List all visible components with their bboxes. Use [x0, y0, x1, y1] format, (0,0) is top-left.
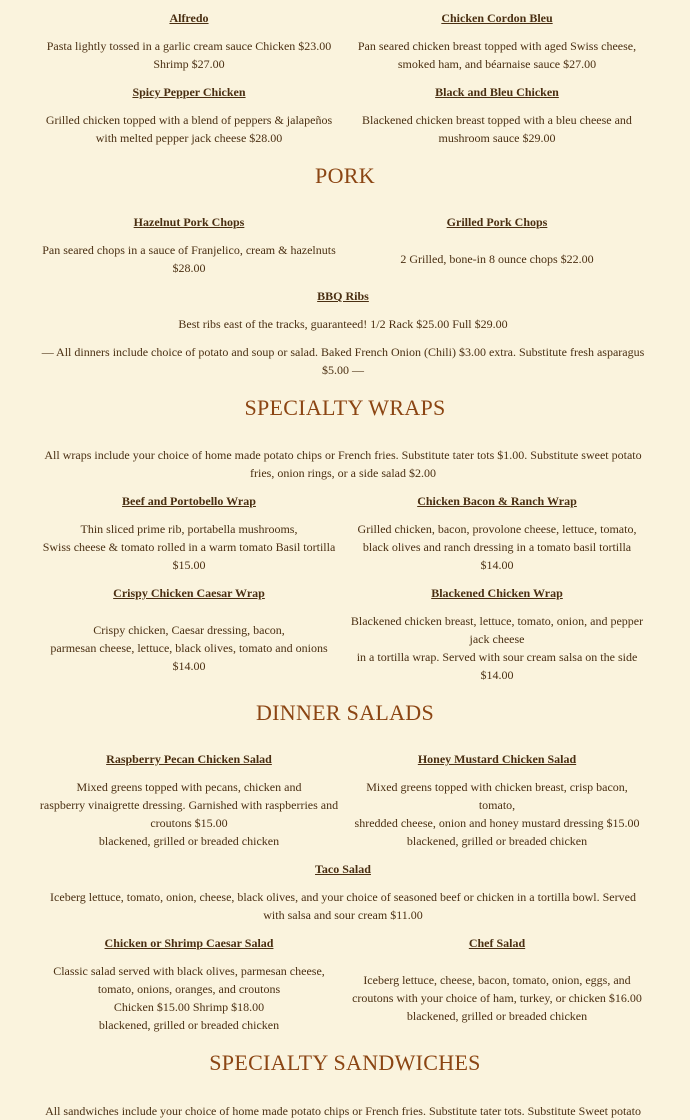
menu-item-spicy-pepper [35, 83, 343, 101]
item-desc-spicy-pepper: Grilled chicken topped with a blend of peppers & jalapeños with melted pepper jack cheese $28.00 [45, 113, 333, 145]
menu-item-black-bleu [347, 83, 647, 101]
menu-item-cordon-bleu [347, 9, 647, 27]
menu-item-ranch-wrap [347, 492, 647, 510]
item-title-caesar-wrap[interactable]: Crispy Chicken Caesar Wrap [113, 586, 265, 600]
item-desc-cordon-bleu: Pan seared chicken breast topped with aged Swiss cheese, smoked ham, and béarnaise sauce $27.00 [357, 39, 637, 71]
item-title-caesar-salad[interactable]: Chicken or Shrimp Caesar Salad [104, 936, 274, 950]
item-title-blackened-wrap[interactable]: Blackened Chicken Wrap [431, 586, 563, 600]
item-title-alfredo[interactable]: Alfredo [169, 11, 209, 25]
item-desc-ranch-wrap: Grilled chicken, bacon, provolone cheese, lettuce, tomato, black olives and ranch dressing in a tomato basil tortilla $14.00 [357, 522, 637, 572]
item-desc-hazelnut-pork: Pan seared chops in a sauce of Franjelico, cream & hazelnuts $28.00 [42, 243, 336, 275]
wraps-intro: All wraps include your choice of home made potato chips or French fries. Substitute tater tots $1.00. Substitute sweet potato fries, onion rings, or a side salad $2.00 [44, 448, 642, 480]
item-title-black-bleu[interactable]: Black and Bleu Chicken [435, 85, 559, 99]
item-desc-beef-wrap: Thin sliced prime rib, portabella mushrooms, Swiss cheese & tomato rolled in a warm tomato Basil tortilla $15.00 [42, 522, 336, 572]
section-heading-pork: PORK [315, 163, 375, 188]
item-title-beef-wrap[interactable]: Beef and Portobello Wrap [122, 494, 256, 508]
item-title-spicy-pepper[interactable]: Spicy Pepper Chicken [132, 85, 246, 99]
item-title-cordon-bleu[interactable]: Chicken Cordon Bleu [441, 11, 553, 25]
item-desc-raspberry-salad: Mixed greens topped with pecans, chicken and raspberry vinaigrette dressing. Garnished with raspberries and croutons $15.00 blackened, grilled or breaded chicken [39, 780, 339, 848]
item-title-grilled-pork[interactable]: Grilled Pork Chops [446, 215, 548, 229]
menu-item-chef-salad [347, 934, 647, 952]
item-desc-honey-salad: Mixed greens topped with chicken breast, crisp bacon, tomato, shredded cheese, onion and honey mustard dressing $15.00 blackened, grilled or breaded chicken [354, 780, 640, 848]
menu-item-taco-salad [35, 860, 651, 878]
item-title-raspberry-salad[interactable]: Raspberry Pecan Chicken Salad [106, 752, 272, 766]
menu-item-bbq-ribs [35, 287, 651, 305]
sandwiches-intro: All sandwiches include your choice of home made potato chips or French fries. Substitute tater tots. Substitute Sweet potato [45, 1104, 641, 1118]
section-heading-sandwiches: SPECIALTY SANDWICHES [209, 1050, 481, 1075]
item-desc-chef-salad: Iceberg lettuce, cheese, bacon, tomato, onion, eggs, and croutons with your choice of ham, turkey, or chicken $16.00 blackened, grilled or breaded chicken [352, 973, 642, 1023]
item-desc-caesar-salad: Classic salad served with black olives, parmesan cheese, tomato, onions, oranges, and croutons Chicken $15.00 Shrimp $18.00 blackened, grilled or breaded chicken [53, 964, 325, 1032]
item-title-taco-salad[interactable]: Taco Salad [315, 862, 371, 876]
item-title-bbq-ribs[interactable]: BBQ Ribs [317, 289, 369, 303]
item-title-chef-salad[interactable]: Chef Salad [468, 936, 526, 950]
menu-item-raspberry-salad [35, 750, 343, 768]
item-desc-black-bleu: Blackened chicken breast topped with a bleu cheese and mushroom sauce $29.00 [362, 113, 632, 145]
menu-item-blackened-wrap [347, 584, 647, 602]
item-desc-grilled-pork: 2 Grilled, bone-in 8 ounce chops $22.00 [400, 252, 594, 266]
menu-item-caesar-wrap [35, 584, 343, 602]
item-title-ranch-wrap[interactable]: Chicken Bacon & Ranch Wrap [417, 494, 577, 508]
dinner-note: — All dinners include choice of potato and soup or salad. Baked French Onion (Chili) $3.00 extra. Substitute fresh asparagus $5.00 — [41, 345, 645, 377]
menu-item-beef-wrap [35, 492, 343, 510]
item-desc-caesar-wrap: Crispy chicken, Caesar dressing, bacon, parmesan cheese, lettuce, black olives, tomato and onions $14.00 [50, 623, 328, 673]
menu-item-grilled-pork [347, 213, 647, 231]
menu-item-hazelnut-pork [35, 213, 343, 231]
menu-item-honey-salad [347, 750, 647, 768]
section-heading-salads: DINNER SALADS [255, 700, 435, 725]
menu-item-alfredo [35, 9, 343, 27]
item-title-honey-salad[interactable]: Honey Mustard Chicken Salad [417, 752, 577, 766]
item-desc-blackened-wrap: Blackened chicken breast, lettuce, tomato, onion, and pepper jack cheese in a tortilla wrap. Served with sour cream salsa on the side $14.00 [350, 614, 644, 682]
item-desc-taco-salad: Iceberg lettuce, tomato, onion, cheese, black olives, and your choice of seasoned beef or chicken in a tortilla bowl. Served with salsa and sour cream $11.00 [50, 890, 636, 922]
menu-item-caesar-salad [35, 934, 343, 952]
item-title-hazelnut-pork[interactable]: Hazelnut Pork Chops [133, 215, 245, 229]
item-desc-bbq-ribs: Best ribs east of the tracks, guaranteed! 1/2 Rack $25.00 Full $29.00 [178, 317, 508, 331]
item-desc-alfredo: Pasta lightly tossed in a garlic cream sauce Chicken $23.00 Shrimp $27.00 [46, 39, 332, 71]
section-heading-wraps: SPECIALTY WRAPS [244, 395, 446, 420]
